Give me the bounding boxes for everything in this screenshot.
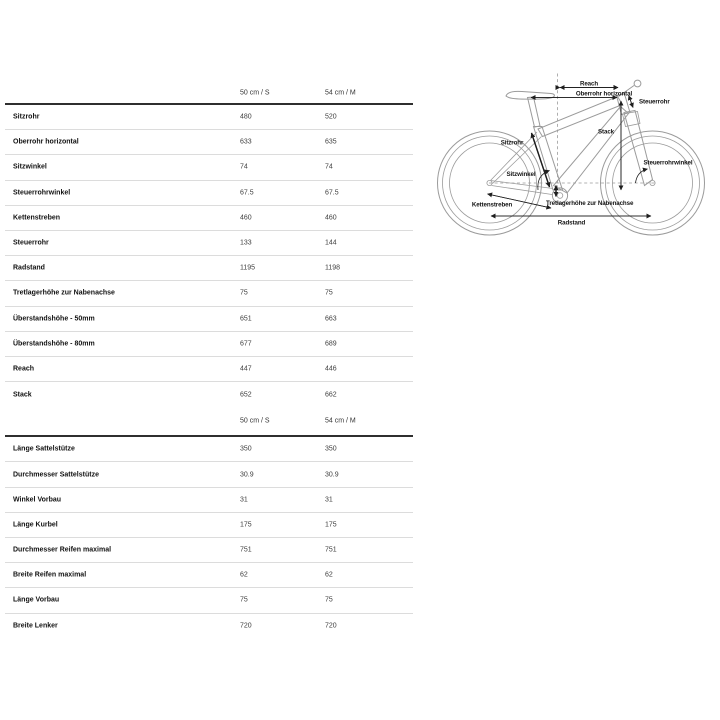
row-label: Steuerrohrwinkel — [13, 189, 71, 197]
table-row — [5, 614, 413, 639]
diagram-label-sitzwinkel: Sitzwinkel — [506, 171, 536, 178]
row-value-m: 62 — [325, 571, 333, 579]
row-value-s: 651 — [240, 315, 252, 323]
row-value-s: 75 — [240, 289, 248, 297]
table-header-row — [5, 82, 413, 105]
diagram-label-oberrohr-horizontal: Oberrohr horizontal — [575, 90, 633, 98]
table-header-row — [5, 407, 413, 437]
row-label: Steuerrohr — [13, 239, 49, 247]
row-value-m: 67.5 — [325, 189, 339, 197]
diagram-label-radstand: Radstand — [557, 219, 586, 227]
row-label: Sitzrohr — [13, 113, 40, 121]
row-value-m: 635 — [325, 138, 337, 146]
row-value-s: 31 — [240, 496, 248, 504]
row-value-m: 662 — [325, 391, 337, 399]
table-row — [5, 488, 413, 513]
row-label: Tretlagerhöhe zur Nabenachse — [13, 289, 115, 297]
table-row — [5, 563, 413, 588]
row-label: Reach — [13, 365, 35, 373]
row-value-m: 75 — [325, 289, 333, 297]
table-row — [5, 538, 413, 563]
row-label: Kettenstreben — [13, 214, 61, 222]
row-value-s: 633 — [240, 138, 252, 146]
column-header-size-s: 50 cm / S — [240, 89, 270, 96]
row-value-m: 520 — [325, 113, 337, 121]
table-row — [5, 105, 413, 130]
table-row — [5, 588, 413, 613]
row-label: Sitzwinkel — [13, 163, 47, 171]
table-row — [5, 357, 413, 382]
row-value-m: 144 — [325, 239, 337, 247]
diagram-label-kettenstreben: Kettenstreben — [471, 201, 513, 209]
column-header-size-m: 54 cm / M — [325, 89, 356, 96]
bike-frame — [491, 91, 631, 203]
row-value-m: 350 — [325, 445, 337, 453]
row-label: Breite Lenker — [13, 622, 58, 630]
row-value-s: 75 — [240, 596, 248, 604]
row-value-m: 1198 — [325, 264, 341, 272]
row-value-s: 720 — [240, 622, 252, 630]
table-row — [5, 231, 413, 256]
column-header-size-m: 54 cm / M — [325, 417, 356, 425]
row-label: Winkel Vorbau — [13, 496, 62, 504]
row-value-s: 133 — [240, 239, 252, 247]
column-header-size-s: 50 cm / S — [240, 417, 270, 425]
row-value-m: 720 — [325, 622, 337, 630]
table-row — [5, 513, 413, 538]
row-value-s: 447 — [240, 365, 252, 373]
row-label: Oberrohr horizontal — [13, 138, 79, 146]
row-value-m: 74 — [325, 163, 333, 171]
row-label: Radstand — [13, 264, 45, 272]
row-value-m: 30.9 — [325, 471, 339, 479]
table-row — [5, 155, 413, 180]
diagram-label-sitzrohr: Sitzrohr — [500, 139, 524, 147]
table-row — [5, 462, 413, 487]
row-label: Länge Sattelstütze — [13, 445, 75, 453]
row-value-s: 30.9 — [240, 471, 254, 479]
row-value-m: 460 — [325, 214, 337, 222]
row-value-m: 689 — [325, 340, 337, 348]
row-value-s: 74 — [240, 163, 248, 171]
row-label: Durchmesser Reifen maximal — [13, 546, 112, 554]
table-row — [5, 206, 413, 231]
row-value-s: 480 — [240, 113, 252, 121]
row-value-s: 460 — [240, 214, 252, 222]
table-row — [5, 281, 413, 306]
row-label: Länge Vorbau — [13, 596, 60, 604]
table-row — [5, 130, 413, 155]
diagram-label-tretlagerhoehe: Tretlagerhöhe zur Nabenachse — [546, 200, 634, 207]
row-value-m: 75 — [325, 596, 333, 604]
row-value-s: 1195 — [240, 264, 256, 272]
row-value-s: 175 — [240, 521, 252, 529]
row-label: Überstandshöhe - 80mm — [13, 340, 95, 348]
row-value-s: 652 — [240, 391, 252, 399]
diagram-label-stack: Stack — [597, 128, 615, 136]
diagram-label-steuerrohrwinkel: Steuerrohrwinkel — [643, 159, 693, 167]
row-value-m: 175 — [325, 521, 337, 529]
diagram-label-reach: Reach — [579, 80, 599, 88]
table-row — [5, 181, 413, 206]
row-value-s: 67.5 — [240, 189, 254, 197]
bike-geometry-diagram — [430, 55, 720, 260]
table-row — [5, 332, 413, 357]
row-value-s: 677 — [240, 340, 252, 348]
row-label: Stack — [13, 391, 32, 399]
row-value-m: 31 — [325, 496, 333, 504]
row-value-s: 62 — [240, 571, 248, 579]
row-label: Überstandshöhe - 50mm — [13, 315, 95, 323]
row-value-s: 350 — [240, 445, 252, 453]
row-label: Durchmesser Sattelstütze — [13, 471, 99, 479]
row-label: Breite Reifen maximal — [13, 571, 87, 579]
table-row — [5, 382, 413, 407]
row-value-m: 446 — [325, 365, 337, 373]
measurement-arrows — [488, 88, 652, 217]
diagram-label-steuerrohr: Steuerrohr — [639, 98, 670, 106]
table-row — [5, 307, 413, 332]
geometry-table — [5, 82, 413, 639]
row-value-m: 751 — [325, 546, 337, 554]
row-value-m: 663 — [325, 315, 337, 323]
row-label: Länge Kurbel — [13, 521, 58, 529]
table-row — [5, 256, 413, 281]
row-value-s: 751 — [240, 546, 252, 554]
table-row — [5, 437, 413, 462]
